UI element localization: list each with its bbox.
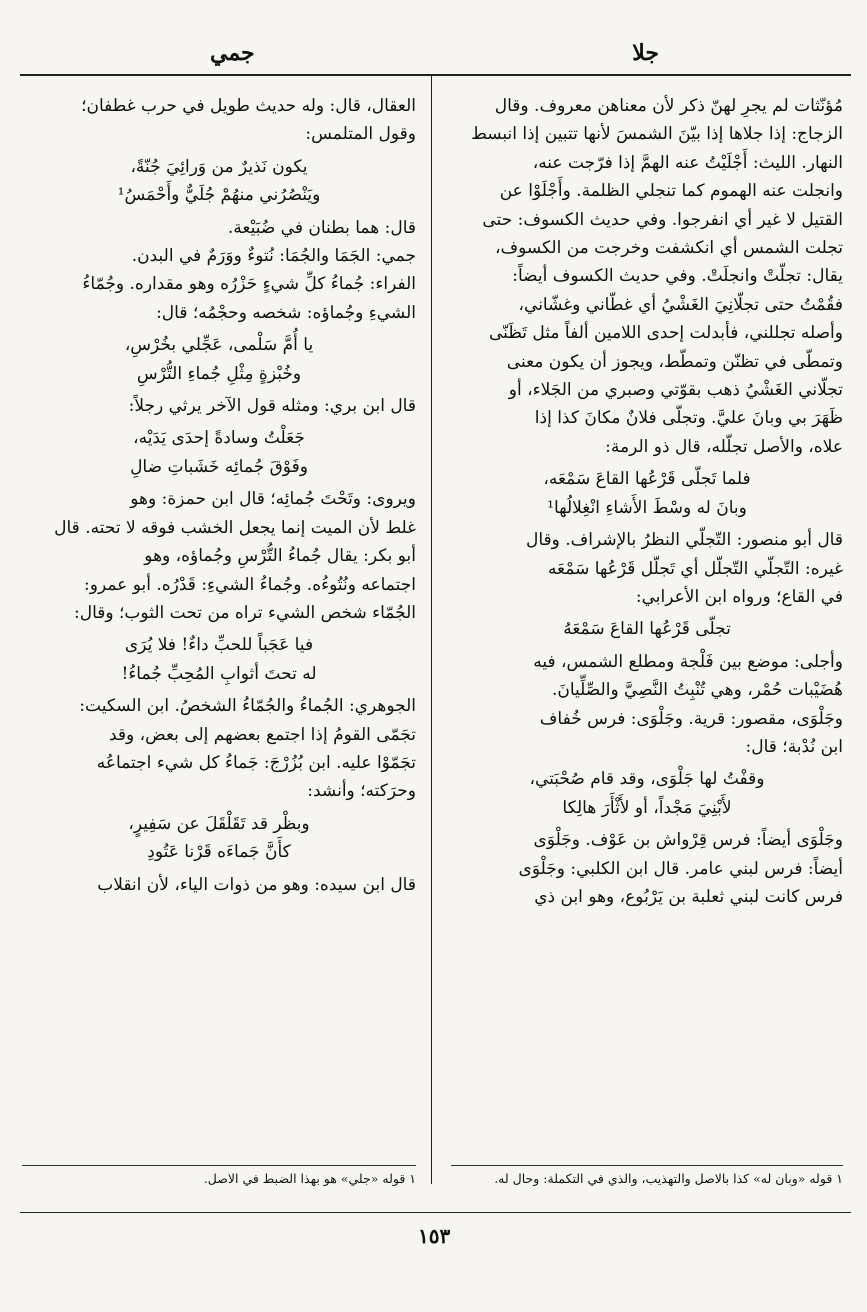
verse-line: يكون نَذيرٌ من وَرائِيَ جُنّةً، (130, 156, 308, 177)
text-line: غلط لأن الميت إنما يجعل الخشب فوقه لا تحته. قال (54, 517, 416, 538)
text-line: وقول المتلمس: (305, 124, 416, 145)
text-line: قال ابن بري: ومثله قول الآخر يرثي رجلاً: (128, 396, 416, 417)
running-head-right: جلا (632, 40, 659, 66)
text-line: ويروى: وتَحْتَ جُمائِه؛ قال ابن حمزة: وهو (130, 489, 416, 510)
text-line: تجلّاني الغَشْيُ ذهب بقوّتي وصبري من الجَلاء، أو (508, 380, 843, 401)
text-line: الشيءِ وجُماؤه: شخصه وحجْمُه؛ قال: (156, 302, 416, 323)
text-line: وتمطّى في تظنّن وتمطّط، ويجوز أن يكون معنى (506, 351, 843, 372)
text-line: وانجلت عنه الهموم كما تنجلي الظلمة. وأَجْلَوْا عن (499, 181, 843, 202)
text-line: وحرَكته؛ وأنشد: (307, 781, 416, 802)
text-line: جمي: الجَمَا والجُمَا: نُتوءٌ ووَرَمٌ في البدن. (131, 246, 416, 267)
footnote-rule-right (451, 1165, 843, 1166)
text-line: الجُمّاء شخص الشيء تراه من تحت الثوب؛ وقال: (74, 602, 416, 623)
text-line: وجَلْوَى، مقصور: قرية. وجَلْوَى: فرس خُفاف (539, 708, 843, 729)
verse-line: وبظْر قد تَقَلْقَلَ عن سَفِيرٍ، (128, 813, 310, 834)
footnote-rule-left (22, 1165, 416, 1166)
verse-line: ويَنْصُرُني منهُمْ جُلَيٌّ وأَحْمَسُ¹ (117, 185, 321, 206)
page-number: ١٥٣ (418, 1224, 451, 1248)
verse-line: وقفْتُ لها جَلْوَى، وقد قام صُحْبَتي، (529, 769, 765, 790)
text-line: مُؤنّثات لم يجرِ لهنّ ذكر لأن معناهن معروف. وقال (494, 96, 843, 116)
column-divider (431, 76, 432, 1184)
verse-line: وفَوْقَ جُمائِه خَشَباتِ ضالِ (130, 456, 308, 477)
text-line: هُضَيْبات حُمْر، وهي تُنْبِتُ النَّصِيَّ والصِّلِّيانَ. (551, 680, 843, 701)
right-text-block-3 (451, 648, 843, 762)
verse-line: جَعَلْتُ وسادةً إحدَى يَدَيْه، (133, 428, 305, 449)
text-line: وأجلى: موضع بين فَلْجة ومطلع الشمس، فيه (533, 651, 843, 672)
verse-line: فيا عَجَباً للحبِّ داءٌ! فلا يُرَى (124, 635, 314, 656)
text-line: الفراء: جُماءُ كلِّ شيءٍ حَزْرُه وهو مقداره. وجُمّاءُ (82, 274, 416, 295)
text-line: قال ابن سيده: وهو من ذوات الياء، لأن انقلاب (97, 874, 416, 895)
text-line: يقال: تجلّتْ وانجلَتْ. وفي حديث الكسوف أيضاً: (512, 266, 843, 287)
text-line: القتيل لا غير أي انفرجوا. وفي حديث الكسوف: حتى (482, 209, 843, 230)
verse-block (451, 465, 843, 522)
verse-line: وخُبْزةٍ مِثْلِ جُماءِ التُّرْسِ (136, 363, 302, 384)
left-text-block-3 (22, 392, 416, 420)
verse-line: تجلّى قَرْعُها القاعَ سَمْعَهُ (563, 619, 731, 640)
text-line: علاه، والأصل تجلّله، قال ذو الرمة: (605, 436, 843, 457)
text-line: فرس كانت لبني ثعلبة بن يَرْبُوع، وهو ابن ذي (534, 886, 843, 907)
text-line: فقُمْتُ حتى تجلّانِيَ الغَشْيُ أي غطّاني وغشّاني، (518, 294, 843, 315)
text-line: وجَلْوَى أيضاً: فرس قِرْواش بن عَوْف. وجَلْوَى (533, 830, 843, 851)
verse-line: وبانَ له وسْطَ الأَشاءِ انْغِلالُها¹ (547, 497, 747, 518)
left-text-block-5 (22, 692, 416, 806)
text-line: وأصله تجللني، فأبدلت إحدى اللامين ألفاً مثل تَظَنّى (489, 323, 843, 344)
text-line: أيضاً: فرس لبني عامر. قال ابن الكلبي: وجَلْوَى (518, 858, 843, 879)
right-text-block-1 (451, 92, 843, 461)
text-line: قال أبو منصور: التّجلّي النظرُ بالإشراف. وقال (525, 530, 843, 551)
verse-line: كأَنَّ جَماءَه قَرْنا عَتُودِ (147, 842, 291, 863)
text-line: تجَمّوْا عليه. ابن بُزُرْجَ: جَماءُ كل شيء اجتماعُه (96, 752, 416, 773)
text-line: الجوهري: الجُماءُ والجُمّاءُ الشخصُ. ابن السكيت: (79, 696, 416, 717)
verse-block (22, 810, 416, 867)
right-text-block-4 (451, 826, 843, 911)
text-line: اجتماعه ونُتُوءُه. وجُماءُ الشيءِ: قَدْرُه. أبو عمرو: (84, 574, 416, 595)
text-line: قال: هما بطنان في ضُبَيْعة. (227, 217, 416, 238)
left-text-block-6 (22, 871, 416, 899)
verse-block (22, 331, 416, 388)
text-line: ظَهَرَ بي وبانَ عليَّ. وتجلّى فلانٌ مكانَ كذا إذا (534, 408, 843, 429)
text-line: غيره: التّجلّي التّجلّل أي تَجلّل قَرْعُها سَمْعَه (547, 558, 843, 579)
left-column (22, 92, 416, 899)
footnote-right: ١ قوله «وبان له» كذا بالاصل والتهذيب، والذي في التكملة: وحال له. (494, 1171, 843, 1186)
verse-block (22, 153, 416, 210)
left-text-block-2 (22, 214, 416, 328)
verse-block (451, 765, 843, 822)
left-text-block-1 (22, 92, 416, 149)
text-line: في القاع؛ ورواه ابن الأعرابي: (635, 586, 843, 607)
right-text-block-2 (451, 526, 843, 611)
verse-block (22, 424, 416, 481)
text-line: تجلت الشمس أي انكشفت وخرجت من الكسوف، (494, 238, 843, 259)
text-line: ابن نُدْبة؛ قال: (745, 736, 843, 757)
text-line: العقال، قال: وله حديث طويل في حرب غطفان؛ (81, 96, 416, 116)
verse-line: يا أُمَّ سَلْمى، عَجِّلي بخُرْسِ، (124, 335, 314, 356)
right-column (451, 92, 843, 911)
left-text-block-4 (22, 485, 416, 627)
verse-block (22, 631, 416, 688)
footnote-left: ١ قوله «جلي» هو بهذا الضبط في الاصل. (203, 1171, 416, 1186)
text-line: النهار. الليث: أَجْلَيْتُ عنه الهمَّ إذا فرّجت عنه، (532, 152, 843, 173)
running-head-left: جمي (210, 40, 255, 66)
verse-line: فلما تَجلّى قَرْعُها القاعَ سَمْعَه، (543, 469, 751, 490)
verse-line: لأَبْنِيَ مَجْداً، أو لأَثْأَرَ هالِكا (562, 797, 732, 818)
verse-block (451, 615, 843, 643)
text-line: الزجاج: إذا جلاها إذا بيّنَ الشمسَ لأنها تتبين إذا انبسط (471, 124, 843, 145)
verse-line: له تحتَ أثوابِ المُحِبِّ جُماءُ! (121, 663, 317, 684)
text-line: أبو بكر: يقال جُماءُ التُّرْسِ وجُماؤه، وهو (144, 546, 416, 567)
text-line: تجَمّى القومُ إذا اجتمع بعضهم إلى بعض، وقد (109, 724, 416, 745)
bottom-rule (20, 1212, 851, 1213)
top-rule (20, 74, 851, 76)
